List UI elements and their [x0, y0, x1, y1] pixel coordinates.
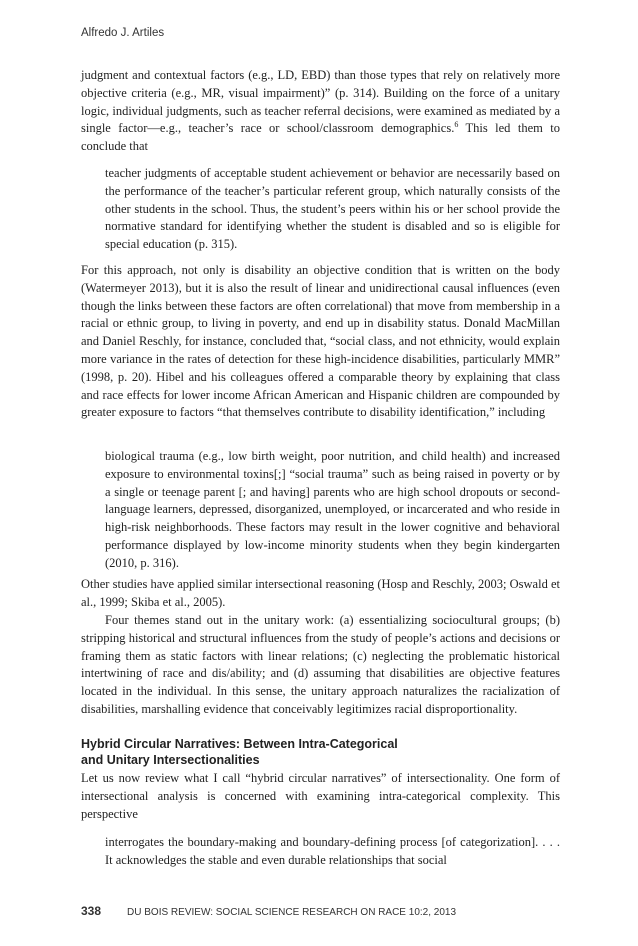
page-footer [81, 904, 560, 918]
section-heading [81, 736, 560, 768]
block-quote-2: biological trauma (e.g., low birth weight, poor nutrition, and child health) and increased exposure to environmental toxins[;] “social trauma” such as being raised in poverty or by a single or teenage parent [; and having] parents who are high school dropouts or second-language learners, depressed, disorganized, unemployed, or incarcerated and who reside in high-risk neighborhoods. These factors may result in the lower cognitive and behavioral performance displayed by low-income minority students when they begin kindergarten (2010, p. 316). [105, 449, 560, 570]
paragraph-1 [81, 67, 560, 156]
running-head-author: Alfredo J. Artiles [81, 27, 165, 39]
journal-title: DU BOIS REVIEW: SOCIAL SCIENCE RESEARCH ON RACE 10:2, 2013 [127, 907, 457, 918]
block-quote-3: interrogates the boundary-making and boundary-defining process [of categorization]. . . . It acknowledges the stable and even durable relationships that social [105, 835, 560, 867]
paragraph-2: For this approach, not only is disability an objective condition that is written on the body (Watermeyer 2013), but it is also the result of linear and unidirectional causal influences (even though the links between these factors are often correlational) that move from membership in a racial or ethnic group, to living in poverty, and end up in disability status. Donald MacMillan and Daniel Reschly, for instance, concluded that, “social class, and not ethnicity, would explain more variance in the rates of detection for these high-incidence disabilities, particularly MMR” (1998, p. 20). Hibel and his colleagues offered a comparable theory by explaining that class and race effects for lower income African American and Hispanic children are compounded by greater exposure to factors “that themselves contribute to disability identification,” including [81, 263, 560, 420]
paragraph-3: Other studies have applied similar intersectional reasoning (Hosp and Reschly, 2003; Oswald et al., 1999; Skiba et al., 2005). [81, 577, 560, 609]
block-quote-1: teacher judgments of acceptable student achievement or behavior are necessarily based on the performance of the teacher’s particular referent group, which naturally consists of the other students in the school. Thus, the student’s peers within his or her school provide the normative standard for identifying whether the student is disabled and so is eligible for special education (p. 315). [105, 166, 560, 252]
paragraph-1-text: judgment and contextual factors (e.g., LD, EBD) than those types that rely on relatively more objective criteria (e.g., MR, visual impairment)” (p. 314). Building on the force of a unitary logic, individual judgments, such as teacher referral decisions, were examined as mediated by a single factor—e.g., teacher’s race or school/classroom demographics. [81, 68, 560, 136]
paragraph-1-tail: This led them to conclude that [81, 121, 560, 154]
footnote-marker: 6 [454, 120, 459, 130]
paragraph-5: Let us now review what I call “hybrid circular narratives” of intersectionality. One form of intersectional analysis is concerned with examining intra-categorical complexity. This perspective [81, 771, 560, 821]
section-heading-line-1: Hybrid Circular Narratives: Between Intra-Categorical [81, 737, 398, 751]
section-heading-line-2: and Unitary Intersectionalities [81, 753, 260, 767]
page-number: 338 [81, 904, 102, 918]
paragraph-4: Four themes stand out in the unitary work: (a) essentializing sociocultural groups; (b) stripping historical and structural influences from the study of people’s actions and decisions or framing them as static factors with linear relations; (c) neglecting the problematic historical intertwining of race and dis/ability; and (d) assuming that disabilities are objective features located in the individual. In this sense, the unitary approach naturalizes the racialization of disabilities, marshalling evidence that conceivably legitimizes racial disproportionality. [81, 613, 560, 716]
